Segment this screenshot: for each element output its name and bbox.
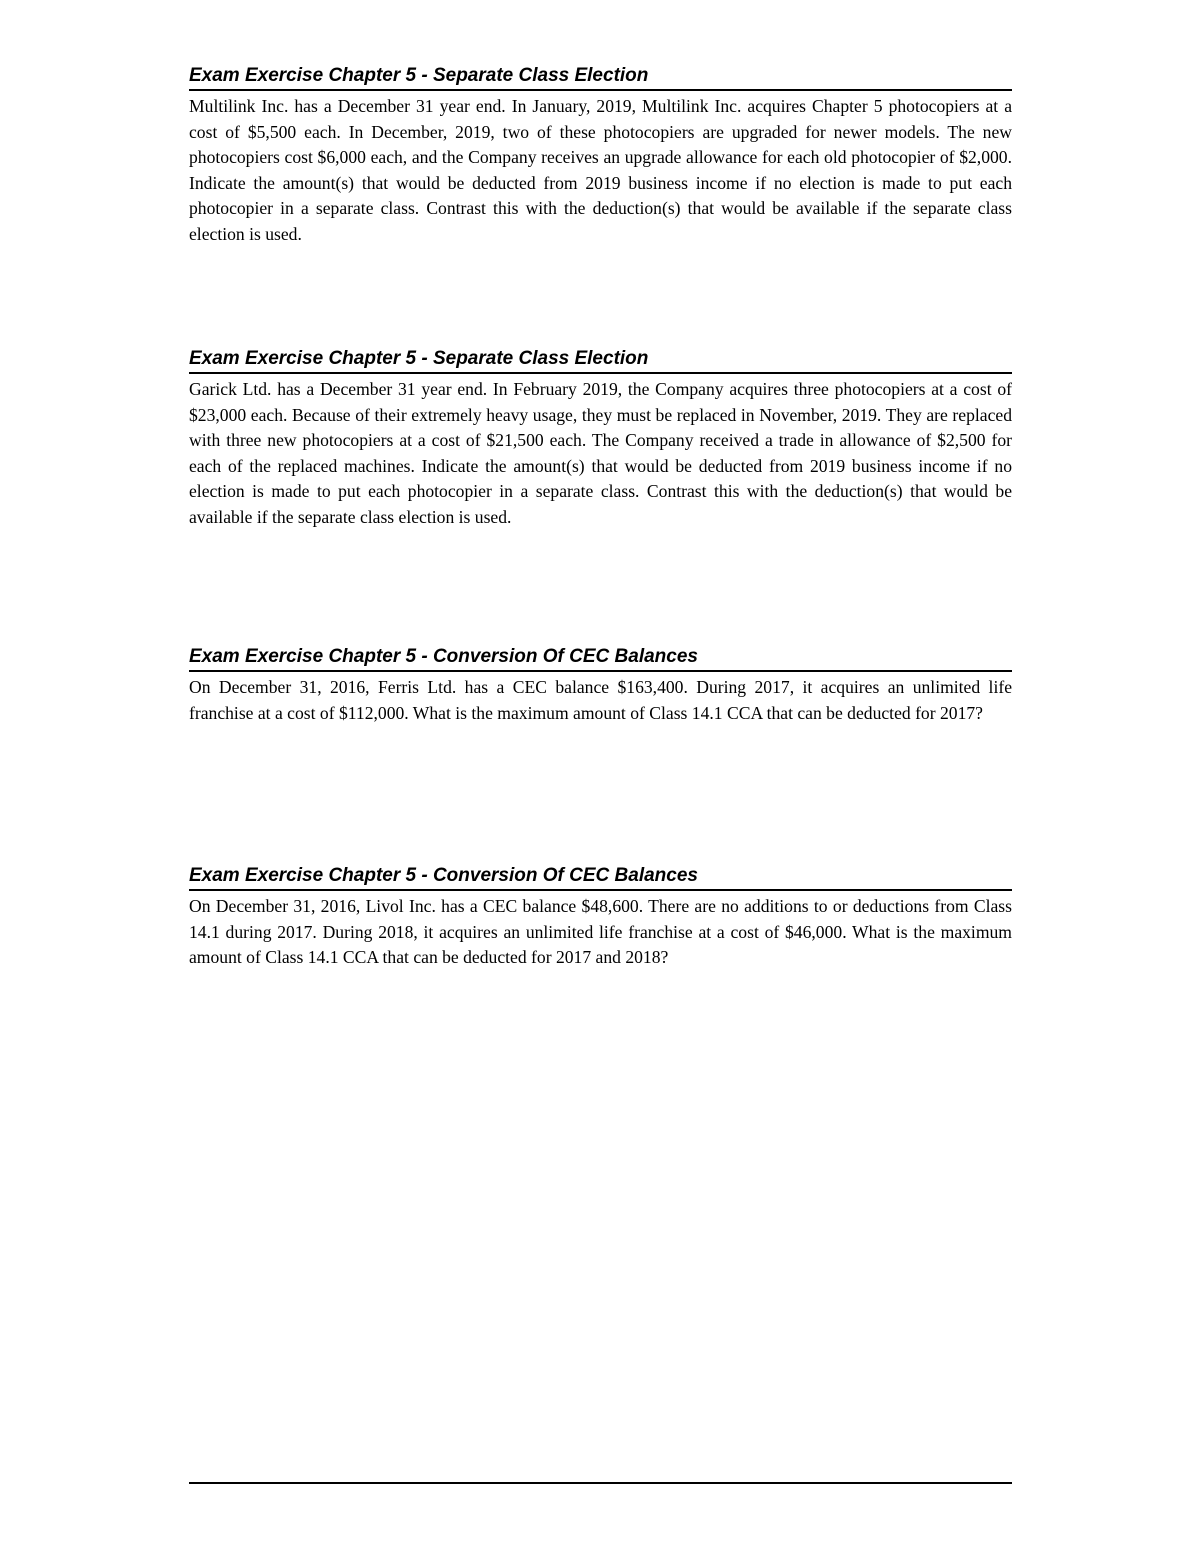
footer-rule — [189, 1482, 1012, 1484]
exercise-title: Exam Exercise Chapter 5 - Conversion Of CEC Balances — [189, 646, 698, 667]
exercise-1 — [189, 64, 1012, 247]
title-rule — [189, 889, 1012, 891]
exercise-3 — [189, 645, 1012, 726]
exercise-text: On December 31, 2016, Ferris Ltd. has a CEC balance $163,400. During 2017, it acquires an unlimited life franchise at a cost of $112,000. What is the maximum amount of Class 14.1 CCA that can be deducted for 2017? — [189, 677, 1012, 723]
exercise-text: On December 31, 2016, Livol Inc. has a CEC balance $48,600. There are no additions to or deductions from Class 14.1 during 2017. During 2018, it acquires an unlimited life franchise at a cost of $46,000. What is the maximum amount of Class 14.1 CCA that can be deducted for 2017 and 2018? — [189, 896, 1012, 967]
exercise-title: Exam Exercise Chapter 5 - Separate Class Election — [189, 348, 649, 369]
title-rule — [189, 372, 1012, 374]
title-rule — [189, 89, 1012, 91]
title-rule — [189, 670, 1012, 672]
exercise-title: Exam Exercise Chapter 5 - Conversion Of CEC Balances — [189, 865, 698, 886]
exercise-title: Exam Exercise Chapter 5 - Separate Class Election — [189, 65, 649, 86]
exercise-text: Garick Ltd. has a December 31 year end. In February 2019, the Company acquires three photocopiers at a cost of $23,000 each. Because of their extremely heavy usage, they must be replaced in November, 2019. They are replaced with three new photocopiers at a cost of $21,500 each. The Company received a trade in allowance of $2,500 for each of the replaced machines. Indicate the amount(s) that would be deducted from 2019 business income if no election is made to put each photocopier in a separate class. Contrast this with the deduction(s) that would be available if the separate class election is used. — [189, 379, 1012, 527]
exercise-4 — [189, 864, 1012, 971]
exercise-text: Multilink Inc. has a December 31 year end. In January, 2019, Multilink Inc. acquires Chapter 5 photocopiers at a cost of $5,500 each. In December, 2019, two of these photocopiers are upgraded for newer models. The new photocopiers cost $6,000 each, and the Company receives an upgrade allowance for each old photocopier of $2,000. Indicate the amount(s) that would be deducted from 2019 business income if no election is made to put each photocopier in a separate class. Contrast this with the deduction(s) that would be available if the separate class election is used. — [189, 96, 1012, 244]
exercise-2 — [189, 347, 1012, 530]
